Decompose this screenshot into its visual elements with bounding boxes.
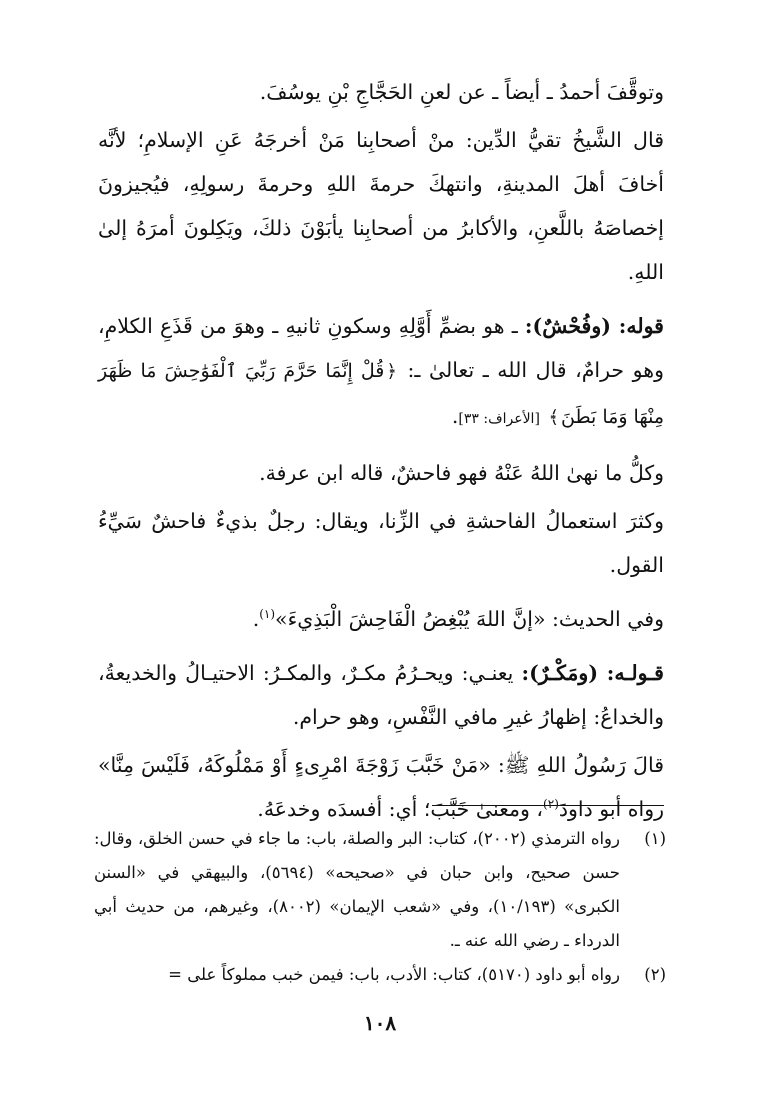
- footnote-1-number: (١): [644, 829, 666, 848]
- term-makr: قـولـه: (ومَكْـرٌ):: [521, 661, 664, 685]
- makr-explanation: يعنـي: ويحـرُمُ مكـرٌ، والمكـرُ: الاحتيـالُ والخديعةُ، والخداعُ: إظهارُ غيرِ مافي النَّفْسِ، وهو حرام.: [98, 661, 664, 729]
- footnote-marker-2[interactable]: (٢): [543, 797, 559, 812]
- paragraph-ahmad-hajjaj: وتوقَّفَ أحمدُ ـ أيضاً ـ عن لعنِ الحَجَّاجِ بْنِ يوسُفَ.: [259, 80, 664, 104]
- hadith-fahish-text: وفي الحديث: «إنَّ اللهَ يُبْغِضُ الْفَاحِشَ الْبَذِيءَ»: [275, 607, 664, 631]
- fuhsh-explanation: ـ هو بضمِّ أَوَّلِهِ وسكونِ ثانيهِ ـ وهوَ من قَذَعِ الكلامِ، وهو حرامٌ، قال الله ـ تعالىٰ ـ:: [98, 314, 664, 382]
- khabbaba-meaning: ، ومعنىٰ خَبَّبَ؛ أي: أفسدَه وخدعَهُ.: [257, 797, 544, 821]
- main-text: [98, 70, 664, 841]
- quran-reference: [الأعراف: ٣٣]: [458, 411, 540, 427]
- paragraph-end-mark: .: [451, 404, 459, 428]
- footnote-2: [94, 958, 666, 992]
- paragraph-sheikh-taqi-al-din: قال الشَّيخُ تقيُّ الدِّين: منْ أصحابِنا مَنْ أخرجَهُ عَنِ الإسلامِ؛ لأنَّه أخافَ أهلَ المدينةِ، وانتهكَ حرمةَ اللهِ وحرمةَ رسولِهِ، فيُجيزونَ إخصاصَهُ باللَّعنِ، والأكابرُ من أصحابِنا يأبَوْنَ ذلكَ، ويَكِلونَ أمرَهُ إلىٰ اللهِ.: [98, 128, 664, 284]
- paragraph-fuhsh: [98, 304, 664, 441]
- paragraph-khabbaba-hadith: [98, 743, 664, 831]
- paragraph-end-mark: .: [252, 607, 260, 631]
- paragraph-makr: [98, 651, 664, 739]
- term-fuhsh: قوله: (وفُحْشٌ):: [524, 314, 664, 338]
- khabbaba-hadith-text: قالَ رَسُولُ اللهِ ﷺ: «مَنْ خَبَّبَ زَوْجَةَ امْرِىءٍ أَوْ مَمْلُوكَهُ، فَلَيْسَ مِنَّا» رواه أبو داودَ: [98, 753, 664, 821]
- quran-verse-text: قُلْ إِنَّمَا حَرَّمَ رَبِّيَ ٱلْفَوَٰحِشَ مَا ظَهَرَ مِنْهَا وَمَا بَطَنَ: [98, 360, 664, 428]
- footnote-2-text: رواه أبو داود (٥١٧٠)، كتاب: الأدب، باب: فيمن خبب مملوكاً على =: [168, 965, 620, 984]
- paragraph-hadith-fahish: [98, 597, 664, 641]
- footnote-1-text: رواه الترمذي (٢٠٠٢)، كتاب: البر والصلة، باب: ما جاء في حسن الخلق، وقال: حسن صحيح، وابن حبان في «صحيحه» (٥٦٩٤)، والبيهقي في «السنن الكبرى» (١٠/١٩٣)، وفي «شعب الإيمان» (٨٠٠٢)، وغيرهم، من حديث أبي الدرداء ـ رضي الله عنه ـ.: [94, 829, 620, 950]
- page-number: ١٠٨: [363, 1011, 397, 1035]
- footnote-separator: [432, 805, 664, 806]
- ornament-open: ﴿: [386, 361, 397, 382]
- footnote-2-number: (٢): [644, 965, 666, 984]
- ornament-close: ﴾: [548, 407, 559, 428]
- footnote-1: [94, 822, 666, 958]
- paragraph-fahisha-usage: وكثرَ استعمالُ الفاحشةِ في الزِّنا، ويقال: رجلٌ بذيءٌ فاحشٌ سَيِّءُ القول.: [98, 509, 664, 577]
- footnote-marker-1[interactable]: (١): [259, 607, 276, 622]
- paragraph-ibn-arafa: وكلُّ ما نهىٰ اللهُ عَنْهُ فهو فاحشٌ، قاله ابن عرفة.: [259, 461, 664, 485]
- footnotes-section: [94, 822, 666, 992]
